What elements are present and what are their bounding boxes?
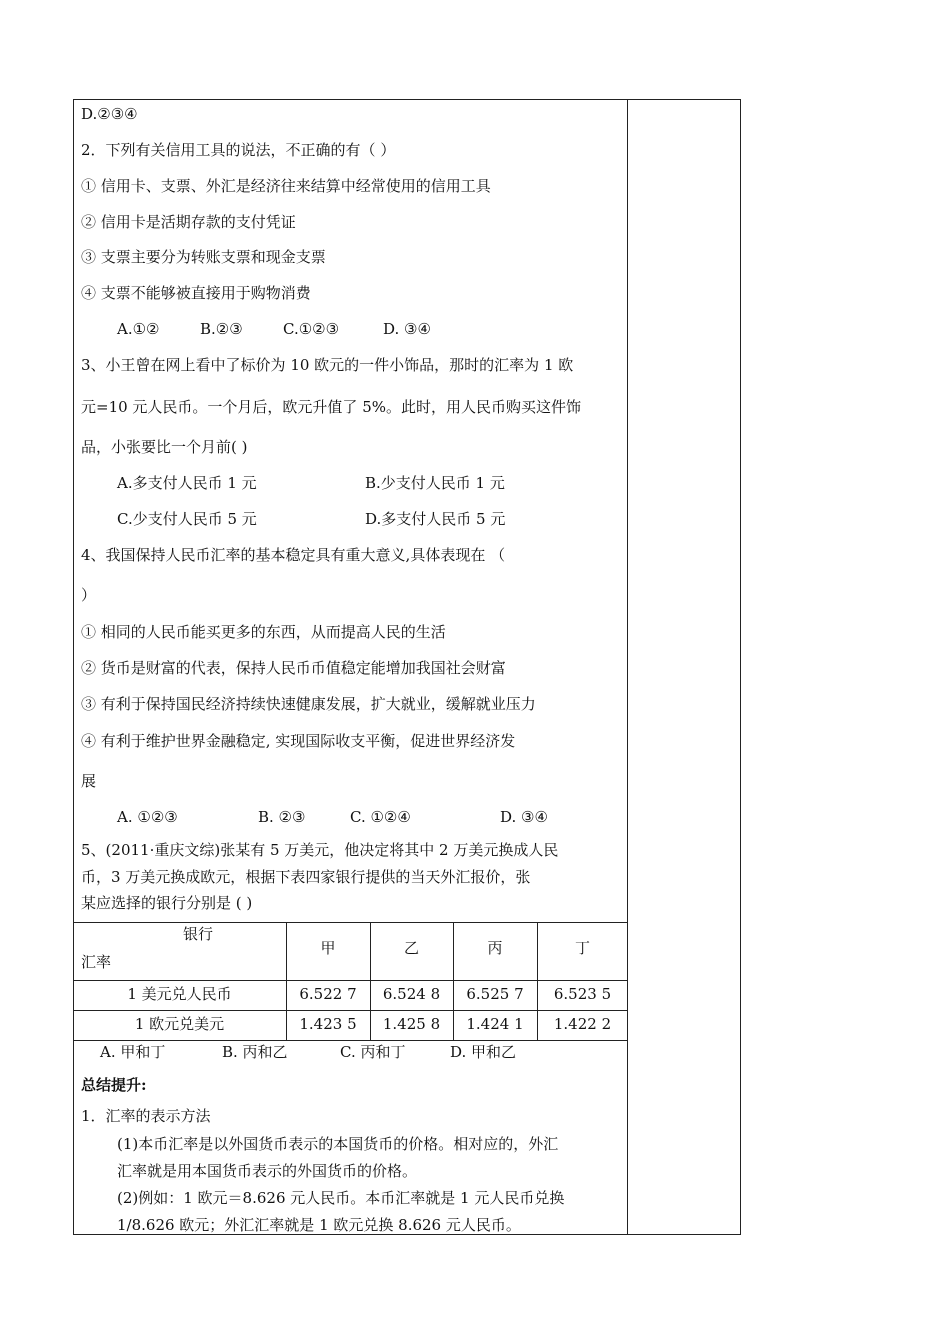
table-cell: 6.525 7 bbox=[466, 985, 524, 1003]
q3-line-3: 品，小张要比一个月前( ) bbox=[81, 438, 248, 456]
q1-option-d: D.②③④ bbox=[81, 105, 138, 123]
q3-line-2: 元=10 元人民币。一个月后，欧元升值了 5%。此时，用人民币购买这件饰 bbox=[81, 398, 581, 416]
table-cell: 1.424 1 bbox=[466, 1015, 524, 1033]
q5-line-1: 5、(2011·重庆文综)张某有 5 万美元，他决定将其中 2 万美元换成人民 bbox=[81, 841, 559, 859]
summary-point-1: 1．汇率的表示方法 bbox=[81, 1107, 211, 1125]
exchange-rate-table bbox=[73, 922, 628, 1042]
table-header-bank: 丙 bbox=[487, 939, 503, 957]
q4-item-4: ④ 有利于维护世界金融稳定, 实现国际收支平衡，促进世界经济发 bbox=[81, 732, 516, 750]
q2-stem: 2．下列有关信用工具的说法，不正确的有（ ） bbox=[81, 141, 396, 159]
q3-option-b: B.少支付人民币 1 元 bbox=[365, 474, 505, 492]
q5-option-b: B. 丙和乙 bbox=[222, 1043, 288, 1061]
table-cell: 6.522 7 bbox=[299, 985, 357, 1003]
q3-option-d: D.多支付人民币 5 元 bbox=[365, 510, 506, 528]
q4-line-2: ） bbox=[81, 586, 97, 604]
table-cell: 6.523 5 bbox=[553, 985, 612, 1003]
q2-option-b: B.②③ bbox=[200, 320, 243, 338]
q4-option-d: D. ③④ bbox=[500, 808, 548, 826]
q2-item-3: ③ 支票主要分为转账支票和现金支票 bbox=[81, 248, 326, 266]
q4-item-4-cont: 展 bbox=[81, 772, 97, 790]
q5-option-d: D. 甲和乙 bbox=[450, 1043, 517, 1061]
summary-title: 总结提升: bbox=[81, 1076, 147, 1094]
q4-line-1: 4、我国保持人民币汇率的基本稳定具有重大意义,具体表现在 （ bbox=[81, 546, 506, 564]
table-header-bank: 丁 bbox=[574, 939, 590, 957]
q2-option-c: C.①②③ bbox=[283, 320, 340, 338]
summary-p2-line-2: 1/8.626 欧元；外汇汇率就是 1 欧元兑换 8.626 元人民币。 bbox=[117, 1216, 521, 1234]
table-cell: 1.425 8 bbox=[382, 1015, 441, 1033]
table-cell: 1.422 2 bbox=[553, 1015, 612, 1033]
q4-item-1: ① 相同的人民币能买更多的东西，从而提高人民的生活 bbox=[81, 623, 446, 641]
q3-option-c: C.少支付人民币 5 元 bbox=[117, 510, 257, 528]
q3-line-1: 3、小王曾在网上看中了标价为 10 欧元的一件小饰品，那时的汇率为 1 欧 bbox=[81, 356, 574, 374]
column-divider bbox=[627, 99, 628, 1235]
q5-option-a: A. 甲和丁 bbox=[100, 1043, 166, 1061]
q4-option-b: B. ②③ bbox=[258, 808, 306, 826]
table-row-label: 1 欧元兑美元 bbox=[134, 1015, 225, 1033]
table-row-label: 1 美元兑人民币 bbox=[127, 985, 232, 1003]
table-cell: 6.524 8 bbox=[382, 985, 441, 1003]
q2-item-2: ② 信用卡是活期存款的支付凭证 bbox=[81, 213, 296, 231]
table-header-bank: 甲 bbox=[320, 939, 336, 957]
summary-p1-line-2: 汇率就是用本国货币表示的外国货币的价格。 bbox=[117, 1162, 418, 1180]
q2-item-1: ① 信用卡、支票、外汇是经济往来结算中经常使用的信用工具 bbox=[81, 177, 491, 195]
summary-p1-line-1: (1)本币汇率是以外国货币表示的本国货币的价格。相对应的，外汇 bbox=[117, 1135, 559, 1153]
q4-option-c: C. ①②④ bbox=[350, 808, 411, 826]
q5-line-3: 某应选择的银行分别是 ( ) bbox=[81, 894, 253, 912]
q4-item-3: ③ 有利于保持国民经济持续快速健康发展，扩大就业，缓解就业压力 bbox=[81, 695, 536, 713]
q2-option-d: D. ③④ bbox=[383, 320, 431, 338]
table-header-bank: 乙 bbox=[403, 939, 419, 957]
q2-option-a: A.①② bbox=[117, 320, 160, 338]
q4-option-a: A. ①②③ bbox=[117, 808, 178, 826]
table-corner-rate: 汇率 bbox=[81, 953, 112, 971]
q4-item-2: ② 货币是财富的代表，保持人民币币值稳定能增加我国社会财富 bbox=[81, 659, 506, 677]
summary-p2-line-1: (2)例如：1 欧元＝8.626 元人民币。本币汇率就是 1 元人民币兑换 bbox=[117, 1189, 565, 1207]
q5-line-2: 币，3 万美元换成欧元，根据下表四家银行提供的当天外汇报价，张 bbox=[81, 868, 531, 886]
q2-item-4: ④ 支票不能够被直接用于购物消费 bbox=[81, 284, 311, 302]
table-corner-bank: 银行 bbox=[183, 925, 214, 943]
q5-option-c: C. 丙和丁 bbox=[340, 1043, 406, 1061]
table-cell: 1.423 5 bbox=[299, 1015, 357, 1033]
q3-option-a: A.多支付人民币 1 元 bbox=[117, 474, 257, 492]
